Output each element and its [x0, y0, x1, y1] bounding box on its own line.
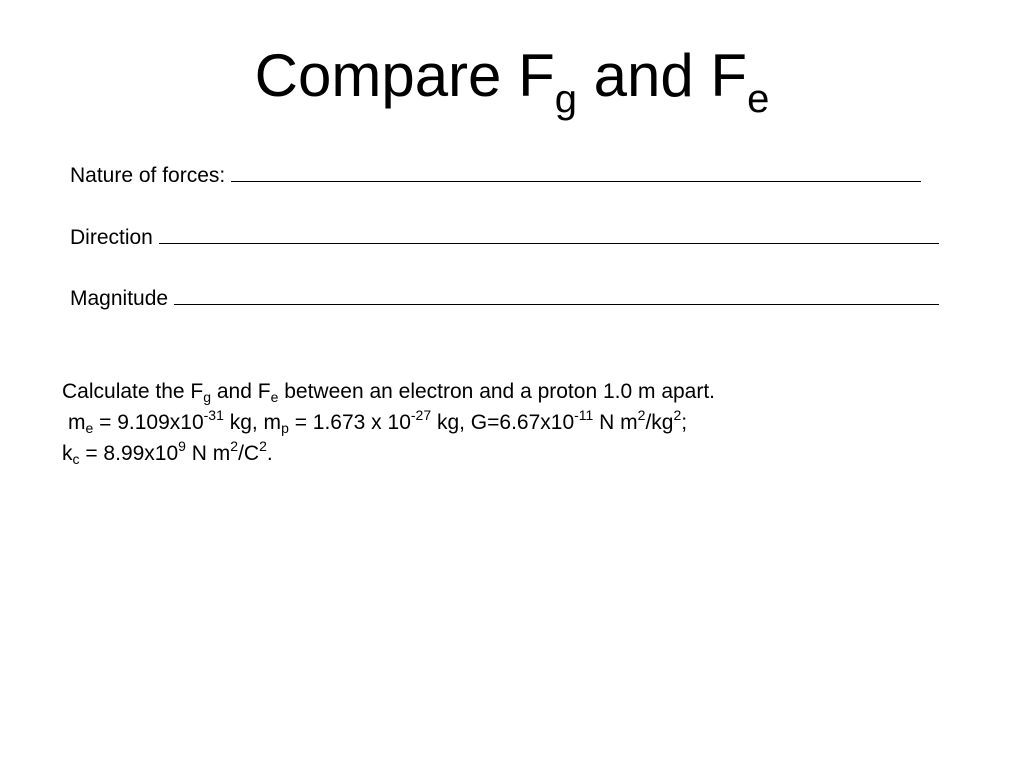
- slide-title: [0, 40, 1024, 121]
- text: kg, m: [223, 411, 282, 434]
- subscript: g: [203, 389, 212, 405]
- answer-blank-line: [231, 163, 921, 182]
- text: between an electron and a proton 1.0 m apart.: [278, 380, 716, 403]
- text: = 1.673 x 10: [288, 411, 411, 434]
- superscript: -27: [410, 407, 432, 423]
- superscript: 9: [178, 438, 186, 454]
- text: /kg: [645, 411, 674, 434]
- title-subscript-e: e: [747, 77, 770, 121]
- subscript: e: [85, 420, 94, 436]
- prompt-magnitude: [70, 286, 939, 312]
- problem-line-1: [62, 376, 715, 407]
- prompt-nature-of-forces: [70, 163, 921, 189]
- superscript: 2: [259, 438, 267, 454]
- answer-blank-line: [174, 286, 939, 305]
- text: k: [62, 442, 73, 465]
- text: .: [266, 442, 273, 465]
- problem-line-3: [62, 438, 715, 469]
- text: Calculate the F: [62, 380, 204, 403]
- prompt-label: Direction: [70, 226, 153, 249]
- text: m: [68, 411, 86, 434]
- superscript: 2: [637, 407, 646, 423]
- answer-blank-line: [159, 225, 939, 244]
- text: N m: [593, 411, 638, 434]
- text: = 8.99x10: [79, 442, 179, 465]
- superscript: -31: [203, 407, 224, 423]
- subscript: p: [281, 420, 289, 436]
- text: /C: [238, 442, 260, 465]
- problem-line-2: [62, 407, 715, 438]
- superscript: 2: [673, 407, 682, 423]
- problem-statement: [62, 376, 715, 469]
- prompt-label: Magnitude: [70, 287, 169, 310]
- superscript: -11: [574, 407, 594, 423]
- prompt-direction: [70, 225, 939, 251]
- text: kg, G=6.67x10: [431, 411, 575, 434]
- superscript: 2: [230, 438, 239, 454]
- subscript: c: [72, 451, 80, 467]
- title-subscript-g: g: [554, 77, 577, 121]
- title-text: Compare F: [254, 42, 555, 109]
- text: N m: [185, 442, 231, 465]
- subscript: e: [270, 389, 279, 405]
- text: = 9.109x10: [93, 411, 204, 434]
- text: and F: [211, 380, 271, 403]
- title-text-and: and F: [576, 42, 748, 109]
- prompt-label: Nature of forces:: [70, 164, 226, 187]
- text: ;: [681, 411, 688, 434]
